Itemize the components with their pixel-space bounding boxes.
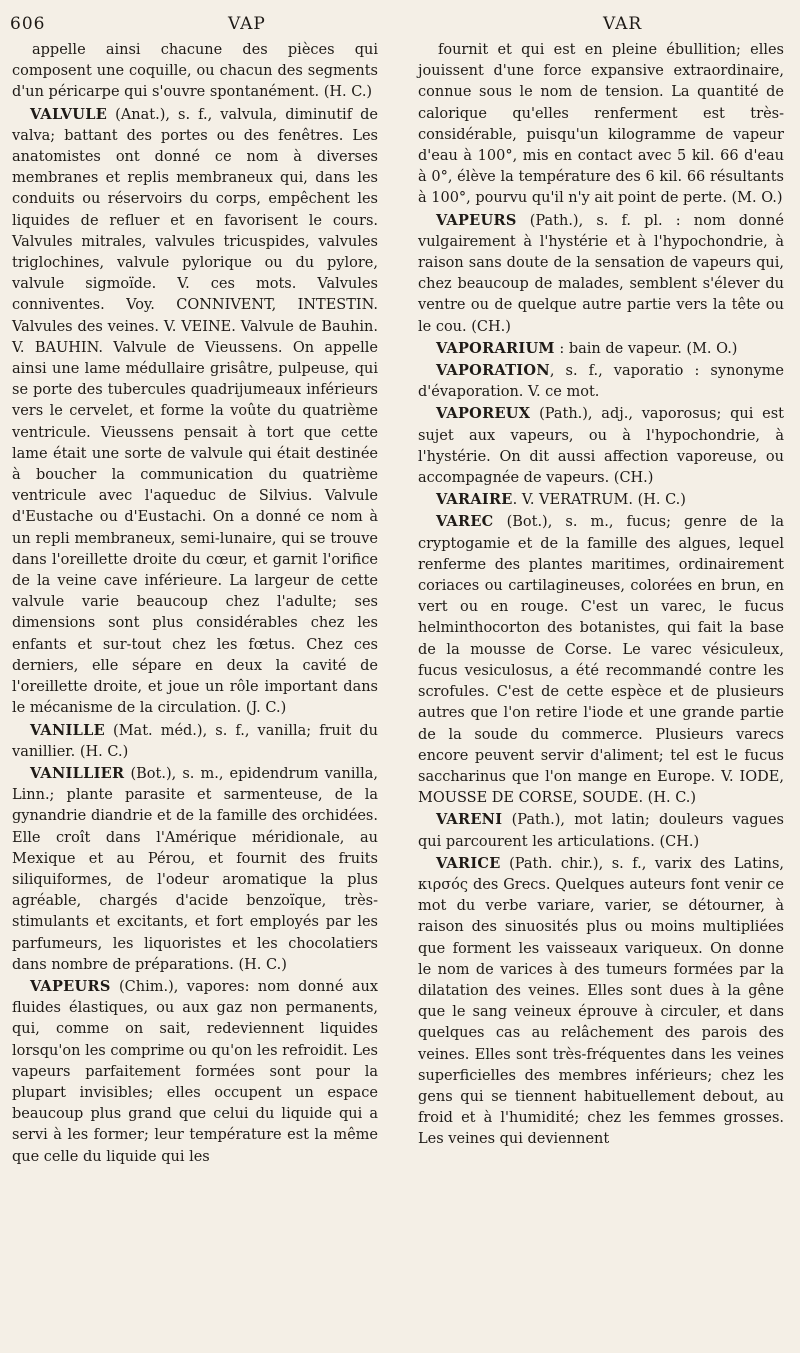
continuation-paragraph <box>12 40 378 104</box>
left-column <box>12 40 378 1168</box>
entry-text: (Bot.), s. m., fucus; genre de la cryptogamie et de la famille des algues, lequel renferme des plantes maritimes, ordinairement coriaces ou cartilagineuses, colorées en brun, en vert ou en rouge. C'est un varec, le fucus helminthocorton des botanistes, qui fait la base de la mousse de Corse. Le varec vésiculeux, fucus vesiculosus, a été recommandé contre les scrofules. C'est de cette espèce et de plusieurs autres que l'on retire l'iode et une grande partie de la soude du commerce. Plusieurs varecs encore peuvent servir d'aliment; tel est le fucus saccharinus que l'on mange en Europe. V. IODE, MOUSSE DE CORSE, SOUDE. (H. C.) <box>418 514 784 807</box>
dictionary-entry-vaporation <box>418 360 784 403</box>
right-running-headword: VAR <box>603 14 643 34</box>
entry-text: (Bot.), s. m., epidendrum vanilla, Linn.; plante parasite et sarmenteuse, de la gynandrie diandrie et de la famille des orchidées. Elle croît dans l'Amérique méridionale, au Mexique et au Pérou, et fournit des fruits siliquiformes, de l'odeur aromatique la plus agréable, chargés d'acide benzoïque, très-stimulants et excitants, et fort employés par les parfumeurs, les liquoristes et les chocolatiers dans nombre de préparations. (H. C.) <box>12 765 378 973</box>
entry-text: (Chim.), vapores: nom donné aux fluides élastiques, ou aux gaz non permanents, qui, comme on sait, redeviennent liquides lorsqu'on les comprime ou qu'on les refroidit. Les vapeurs parfaitement formées sont pour la plupart invisibles; elles occupent un espace beaucoup plus grand que celui du liquide qui a servi à les former; leur température est la même que celle du liquide qui les <box>12 978 378 1165</box>
running-head <box>0 14 800 38</box>
entry-headword: VAPEURS <box>30 977 111 995</box>
entry-text: (Mat. méd.), s. f., vanilla; fruit du vanillier. (H. C.) <box>12 722 378 760</box>
entry-headword: VAPORARIUM <box>436 339 555 357</box>
dictionary-entry-vaporarium <box>418 338 784 360</box>
entry-headword: VAREC <box>436 513 494 531</box>
entry-text: (Path. chir.), s. f., varix des Latins, κιρσός des Grecs. Quelques auteurs font venir ce mot du verbe variare, varier, se détourner, à raison des sinuosités plus ou moins multipliées que forment les vaisseaux variqueux. On donne le nom de varices à des tumeurs formées par la dilatation des veines. Elles sont dues à la gêne que le sang veineux éprouve à circuler, et dans quelques cas au relâchement des parois des veines. Elles sont très-fréquentes dans les veines superficielles des membres inférieurs; chez les gens qui se tiennent habituellement debout, au froid et à l'humidité; chez les femmes grosses. Les veines qui deviennent <box>418 855 784 1148</box>
dictionary-entry-vanillier <box>12 763 378 976</box>
entry-headword: VANILLE <box>30 721 105 739</box>
dictionary-entry-vapeurs-path <box>418 210 784 338</box>
entry-text: . V. VERATRUM. (H. C.) <box>512 492 686 509</box>
entry-headword: VALVULE <box>30 105 108 123</box>
entry-text: , s. f., vaporatio : synonyme d'évaporation. V. ce mot. <box>418 363 784 401</box>
page-number: 606 <box>10 14 46 34</box>
entry-headword: VAPOREUX <box>436 405 531 423</box>
left-running-headword: VAP <box>228 14 266 34</box>
entry-headword: VANILLIER <box>30 764 125 782</box>
paragraph-text: appelle ainsi chacune des pièces qui composent une coquille, ou chacun des segments d'un péricarpe qui s'ouvre spontanément. (H. C.) <box>12 42 378 101</box>
entry-text: : bain de vapeur. (M. O.) <box>554 340 738 357</box>
entry-headword: VARAIRE <box>436 491 513 509</box>
dictionary-entry-vanille <box>12 720 378 763</box>
entry-headword: VARENI <box>436 811 503 829</box>
dictionary-entry-varaire <box>418 489 784 511</box>
dictionary-entry-vapeurs-chim <box>12 976 378 1168</box>
entry-headword: VARICE <box>436 854 501 872</box>
entry-text: (Path.), adj., vaporosus; qui est sujet aux vapeurs, ou à l'hypochondrie, à l'hystérie. On dit aussi affection vaporeuse, ou accompagnée de vapeurs. (CH.) <box>418 406 784 487</box>
entry-headword: VAPORATION <box>436 362 550 380</box>
dictionary-entry-varice <box>418 853 784 1151</box>
paragraph-text: fournit et qui est en pleine ébullition; elles jouissent d'une force expansive extraordinaire, connue sous le nom de tension. La quantité de calorique qu'elles renferment est très-considérable, puisqu'un kilogramme de vapeur d'eau à 100°, mis en contact avec 5 kil. 66 d'eau à 0°, élève la température des 6 kil. 66 résultants à 100°, pourvu qu'il n'y ait point de perte. (M. O.) <box>418 42 784 207</box>
dictionary-entry-varec <box>418 511 784 809</box>
entry-headword: VAPEURS <box>436 211 517 229</box>
dictionary-entry-valvule <box>12 104 378 720</box>
dictionary-entry-vareni <box>418 809 784 852</box>
continuation-paragraph <box>418 40 784 210</box>
entry-text: (Anat.), s. f., valvula, diminutif de valva; battant des portes ou des fenêtres. Les anatomistes ont donné ce nom à diverses membranes et replis membraneux qui, dans les conduits ou réservoirs du corps, empêchent les liquides de refluer et en favorisent le cours. Valvules mitrales, valvules tricuspides, valvules triglochines, valvule pylorique ou du pylore, valvule sigmoïde. V. ces mots. Valvules conniventes. Voy. CONNIVENT, INTESTIN. Valvules des veines. V. VEINE. Valvule de Bauhin. V. BAUHIN. Valvule de Vieussens. On appelle ainsi une lame médullaire grisâtre, pulpeuse, qui se porte des tubercules quadrijumeaux inférieurs vers le cervelet, et forme la voûte du quatrième ventricule. Vieussens pensait à tort que cette lame était une sorte de valvule qui était destinée à boucher la communication du quatrième ventricule avec l'aqueduc de Silvius. Valvule d'Eustache ou d'Eustachi. On a donné ce nom à un repli membraneux, semi-lunaire, qui se trouve dans l'oreillette droite du cœur, et garnit l'orifice de la veine cave inférieure. La largeur de cette valvule varie beaucoup chez l'adulte; ses dimensions sont plus considérables chez les enfants et sur-tout chez les fœtus. Chez ces derniers, elle sépare en deux la cavité de l'oreillette droite, et joue un rôle important dans le mécanisme de la circulation. (J. C.) <box>12 106 378 717</box>
dictionary-entry-vaporeux <box>418 403 784 489</box>
entry-text: (Path.), mot latin; douleurs vagues qui parcourent les articulations. (CH.) <box>418 812 784 850</box>
right-column <box>418 40 784 1151</box>
entry-text: (Path.), s. f. pl. : nom donné vulgairement à l'hystérie et à l'hypochondrie, à raison sans doute de la sensation de vapeurs qui, chez beaucoup de malades, semblent s'élever du ventre ou de quelque autre partie vers la tête ou le cou. (CH.) <box>418 212 784 335</box>
